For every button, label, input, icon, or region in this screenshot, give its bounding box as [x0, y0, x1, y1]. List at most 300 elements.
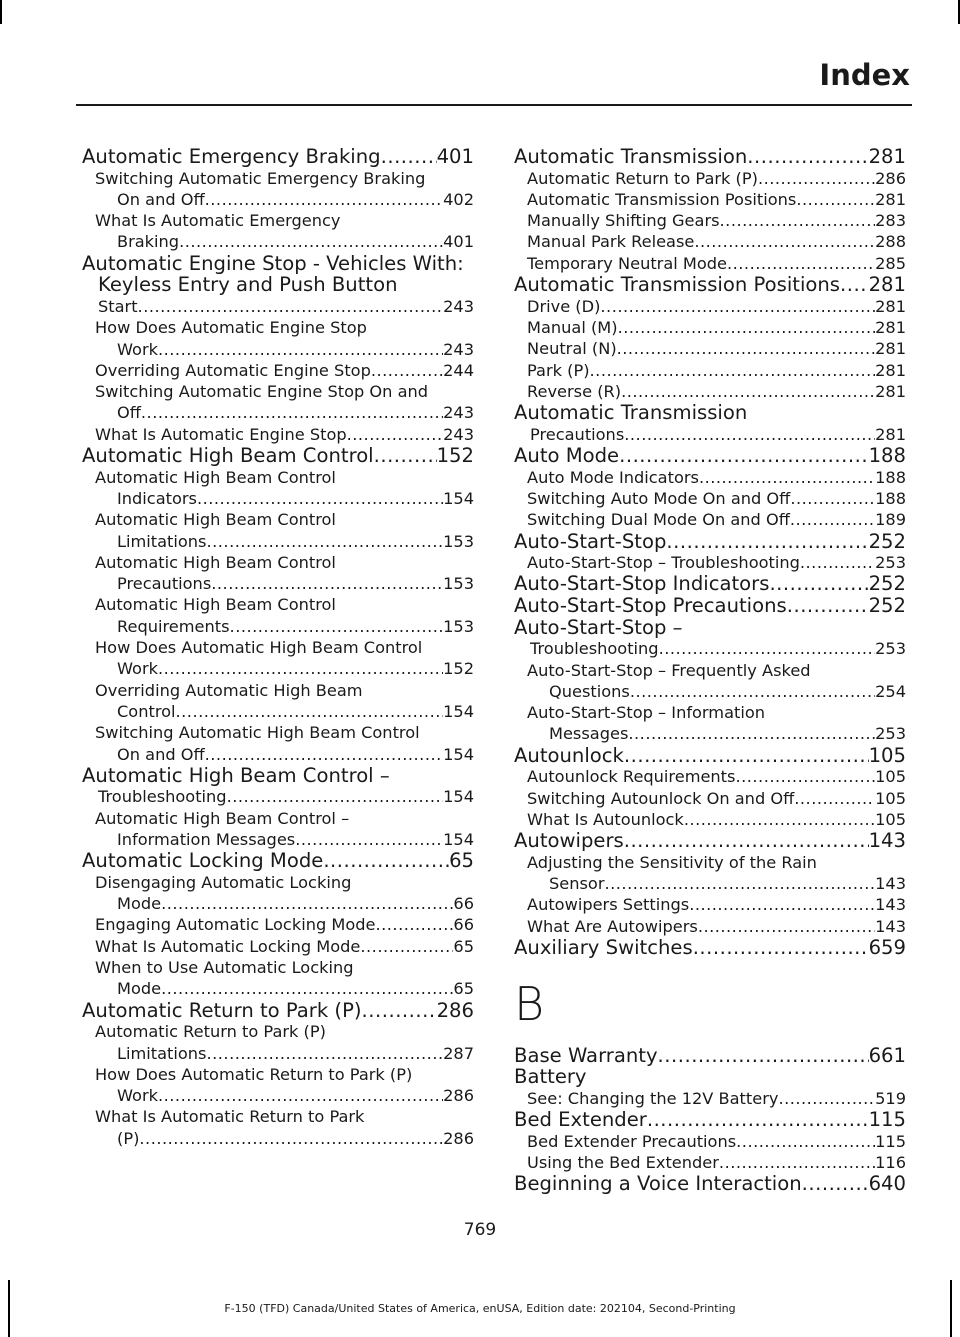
index-subentry: [514, 231, 906, 252]
entry-term-last-line: [82, 1043, 474, 1064]
dot-leader: [360, 936, 453, 957]
dot-leader: [374, 445, 437, 467]
entry-term-continued: Questions: [549, 681, 630, 701]
dot-leader: [605, 873, 876, 894]
entry-term: What Are Autowipers: [527, 916, 698, 936]
entry-term: Auto-Start-Stop: [514, 529, 667, 553]
entry-term: Temporary Neutral Mode: [527, 253, 727, 273]
entry-term: Park (P): [527, 360, 590, 380]
index-entry: [514, 274, 906, 296]
index-subentry: [514, 338, 906, 359]
entry-term-last-line: [82, 1128, 474, 1149]
entry-term: Switching Automatic Emergency Braking: [95, 168, 426, 188]
entry-term-continued: Off: [117, 403, 141, 423]
dot-leader: [698, 916, 875, 937]
dot-leader: [381, 146, 437, 168]
index-entry: [82, 146, 474, 168]
entry-term: Automatic Transmission Positions: [514, 273, 841, 297]
dot-leader: [138, 296, 444, 317]
dot-leader: [618, 317, 876, 338]
index-subentry: [82, 936, 474, 957]
entry-page-number: 243: [443, 403, 474, 423]
entry-term-continued: Work: [117, 659, 158, 679]
dot-leader: [747, 146, 868, 168]
entry-page-number: 281: [875, 296, 906, 316]
entry-term: Reverse (R): [527, 381, 622, 401]
dot-leader: [139, 1128, 443, 1149]
entry-term-last-line: [82, 573, 474, 594]
entry-page-number: 243: [443, 296, 474, 316]
entry-term-last-line: [514, 424, 906, 445]
index-entry: [514, 937, 906, 959]
dot-leader: [590, 360, 876, 381]
dot-leader: [735, 766, 875, 787]
dot-leader: [628, 723, 875, 744]
index-entry: [514, 830, 906, 852]
entry-page-number: 243: [443, 424, 474, 444]
index-subentry: [514, 253, 906, 274]
entry-term-continued: Troubleshooting: [530, 639, 659, 659]
index-subentry: [514, 766, 906, 787]
index-subentry: [82, 1021, 474, 1064]
entry-page-number: 254: [875, 681, 906, 701]
page-number: 769: [463, 1220, 497, 1240]
entry-term: Using the Bed Extender: [527, 1152, 719, 1172]
index-subentry: [82, 424, 474, 445]
entry-term: Autounlock: [514, 743, 624, 767]
dot-leader: [840, 274, 869, 296]
entry-term-continued: Sensor: [549, 874, 605, 894]
entry-page-number: 188: [875, 467, 906, 487]
dot-leader: [600, 296, 875, 317]
index-subentry: [514, 894, 906, 915]
entry-term-last-line: [82, 402, 474, 423]
entry-term: Automatic High Beam Control: [95, 595, 336, 615]
entry-term: Auto Mode Indicators: [527, 467, 699, 487]
index-entry: [82, 850, 474, 872]
dot-leader: [659, 638, 876, 659]
entry-term-continued: Limitations: [117, 1043, 207, 1063]
dot-leader: [693, 937, 869, 959]
entry-term-continued: Messages: [549, 724, 629, 744]
index-subentry: [514, 296, 906, 317]
entry-term-last-line: [82, 978, 474, 999]
dot-leader: [624, 830, 869, 852]
index-subentry: [82, 317, 474, 360]
entry-term-last-line: [82, 339, 474, 360]
index-subentry: [82, 594, 474, 637]
index-entry: [514, 402, 906, 445]
dot-leader: [699, 467, 875, 488]
index-entry: [514, 1066, 906, 1088]
entry-term: Autowipers: [514, 829, 624, 853]
index-entry: [514, 1109, 906, 1131]
dot-leader: [227, 786, 444, 807]
dot-leader: [323, 850, 449, 872]
dot-leader: [720, 210, 876, 231]
header-rule: [76, 104, 912, 106]
entry-term-last-line: [82, 829, 474, 850]
index-subentry: [514, 467, 906, 488]
crop-mark-top-left: [0, 0, 2, 24]
index-subentry: [82, 360, 474, 381]
entry-term-continued: Requirements: [117, 616, 230, 636]
entry-term-continued: Start: [98, 296, 138, 316]
entry-term-continued: On and Off: [117, 744, 205, 764]
dot-leader: [778, 1088, 875, 1109]
entry-page-number: 115: [875, 1131, 906, 1151]
entry-term: Adjusting the Sensitivity of the Rain: [527, 852, 817, 872]
dot-leader: [362, 1000, 437, 1022]
entry-term: Automatic Return to Park (P): [82, 998, 362, 1022]
entry-page-number: 253: [875, 724, 906, 744]
entry-page-number: 253: [875, 639, 906, 659]
dot-leader: [295, 829, 443, 850]
entry-term-continued: Braking: [117, 232, 180, 252]
entry-page-number: 188: [875, 488, 906, 508]
entry-page-number: 105: [875, 767, 906, 787]
entry-term: Auto Mode: [514, 444, 620, 468]
dot-leader: [371, 360, 443, 381]
entry-page-number: 281: [875, 360, 906, 380]
index-entry: [514, 573, 906, 595]
index-entry: [514, 617, 906, 660]
entry-term: Overriding Automatic Engine Stop: [95, 360, 371, 380]
entry-page-number: 281: [875, 317, 906, 337]
index-subentry: [514, 552, 906, 573]
index-subentry: [514, 702, 906, 745]
entry-page-number: 253: [875, 553, 906, 573]
dot-leader: [158, 1085, 443, 1106]
dot-leader: [211, 573, 443, 594]
entry-page-number: 65: [453, 979, 474, 999]
index-subentry: [514, 317, 906, 338]
index-subentry: [82, 1106, 474, 1149]
entry-term: Base Warranty: [514, 1043, 658, 1067]
dot-leader: [630, 681, 875, 702]
dot-leader: [621, 381, 875, 402]
index-subentry: [514, 189, 906, 210]
index-column-left: [82, 146, 474, 1149]
entry-page-number: 286: [443, 1128, 474, 1148]
index-entry: [514, 146, 906, 168]
entry-page-number: 244: [443, 360, 474, 380]
dot-leader: [796, 189, 875, 210]
index-subentry: [514, 488, 906, 509]
index-subentry: [514, 1088, 906, 1109]
entry-term: Overriding Automatic High Beam: [95, 680, 363, 700]
entry-term: How Does Automatic Return to Park (P): [95, 1064, 413, 1084]
dot-leader: [207, 1043, 444, 1064]
index-entry: [514, 745, 906, 767]
entry-term: Auto-Start-Stop Precautions: [514, 594, 787, 618]
entry-term: Manually Shifting Gears: [527, 211, 720, 231]
dot-leader: [658, 1045, 869, 1067]
entry-term-last-line: [82, 616, 474, 637]
entry-term-continued: Information Messages: [117, 829, 296, 849]
entry-term: Auto-Start-Stop –: [514, 615, 683, 639]
entry-term-last-line: [82, 893, 474, 914]
index-subentry: [514, 1131, 906, 1152]
dot-leader: [179, 231, 443, 252]
dot-leader: [719, 1152, 875, 1173]
entry-term: Switching Autounlock On and Off: [527, 788, 795, 808]
entry-term: Automatic High Beam Control: [95, 552, 336, 572]
index-subentry: [514, 360, 906, 381]
dot-leader: [787, 595, 869, 617]
entry-term: Drive (D): [527, 296, 601, 316]
index-subentry: [82, 637, 474, 680]
index-subentry: [82, 552, 474, 595]
entry-page-number: 286: [875, 168, 906, 188]
entry-term-last-line: [82, 189, 474, 210]
entry-term-last-line: [514, 723, 906, 744]
index-subentry: [514, 852, 906, 895]
entry-term: What Is Autounlock: [527, 809, 684, 829]
dot-leader: [207, 531, 444, 552]
dot-leader: [205, 189, 443, 210]
entry-page-number: 154: [443, 488, 474, 508]
dot-leader: [647, 1109, 869, 1131]
entry-term: Automatic Locking Mode: [82, 849, 324, 873]
index-subentry: [82, 509, 474, 552]
index-subentry: [82, 808, 474, 851]
entry-term: Autounlock Requirements: [527, 767, 736, 787]
entry-page-number: 252: [868, 572, 906, 596]
dot-leader: [689, 894, 875, 915]
entry-term-continued: Work: [117, 339, 158, 359]
page-title: Index: [819, 58, 910, 92]
entry-term-last-line: [82, 488, 474, 509]
entry-page-number: 143: [875, 874, 906, 894]
dot-leader: [794, 788, 875, 809]
entry-term: Switching Automatic Engine Stop On and: [95, 382, 429, 402]
index-subentry: [82, 381, 474, 424]
entry-page-number: 401: [436, 145, 474, 168]
dot-leader: [158, 339, 443, 360]
entry-term-last-line: [82, 786, 474, 807]
entry-term-continued: Keyless Entry and Push Button: [98, 273, 398, 297]
entry-term: Automatic Transmission Positions: [527, 189, 797, 209]
dot-leader: [800, 552, 875, 573]
entry-term: Automatic Transmission: [514, 145, 748, 168]
dot-leader: [376, 914, 454, 935]
index-subentry: [514, 788, 906, 809]
entry-page-number: 143: [868, 829, 906, 853]
entry-term: Automatic Emergency Braking: [82, 145, 381, 168]
entry-page-number: 189: [875, 510, 906, 530]
entry-term: Automatic Engine Stop - Vehicles With:: [82, 251, 464, 275]
entry-page-number: 281: [875, 339, 906, 359]
entry-term: Bed Extender: [514, 1108, 647, 1132]
entry-term-continued: Precautions: [117, 574, 212, 594]
dot-leader: [758, 168, 875, 189]
entry-term-continued: Troubleshooting: [98, 787, 227, 807]
entry-term-continued: Control: [117, 701, 176, 721]
index-entry: [82, 445, 474, 467]
entry-term: Manual (M): [527, 317, 618, 337]
entry-page-number: 283: [875, 211, 906, 231]
index-subentry: [82, 1064, 474, 1107]
entry-page-number: 116: [875, 1152, 906, 1172]
dot-leader: [141, 402, 443, 423]
entry-page-number: 154: [443, 701, 474, 721]
entry-term: Auto-Start-Stop – Troubleshooting: [527, 553, 800, 573]
entry-term: What Is Automatic Emergency: [95, 211, 341, 231]
entry-term: Auxiliary Switches: [514, 935, 693, 959]
entry-term: What Is Automatic Engine Stop: [95, 424, 347, 444]
entry-term-continued: (P): [117, 1128, 140, 1148]
entry-term-last-line: [82, 658, 474, 679]
dot-leader: [684, 809, 875, 830]
dot-leader: [158, 658, 443, 679]
entry-term: Autowipers Settings: [527, 895, 690, 915]
index-subentry: [82, 914, 474, 935]
entry-term: What Is Automatic Return to Park: [95, 1107, 365, 1127]
index-subentry: [514, 509, 906, 530]
entry-term: Auto-Start-Stop – Frequently Asked: [527, 660, 811, 680]
entry-term: Auto-Start-Stop – Information: [527, 703, 765, 723]
dot-leader: [347, 424, 443, 445]
entry-page-number: 143: [875, 916, 906, 936]
entry-page-number: 281: [875, 189, 906, 209]
index-subentry: [514, 916, 906, 937]
index-subentry: [82, 210, 474, 253]
dot-leader: [666, 531, 868, 553]
index-entry: [82, 1000, 474, 1022]
entry-page-number: 402: [443, 189, 474, 209]
entry-term: When to Use Automatic Locking: [95, 958, 354, 978]
entry-page-number: 153: [443, 616, 474, 636]
entry-term: Bed Extender Precautions: [527, 1131, 737, 1151]
entry-term: Automatic High Beam Control: [95, 467, 336, 487]
entry-term: How Does Automatic Engine Stop: [95, 318, 367, 338]
entry-page-number: 659: [868, 935, 906, 959]
entry-term-last-line: [82, 231, 474, 252]
dot-leader: [694, 231, 875, 252]
index-subentry: [82, 957, 474, 1000]
index-entry: [514, 1173, 906, 1195]
dot-leader: [161, 893, 453, 914]
entry-page-number: 286: [443, 1086, 474, 1106]
entry-page-number: 65: [453, 936, 474, 956]
entry-term: Automatic Return to Park (P): [95, 1022, 326, 1042]
entry-term: Disengaging Automatic Locking: [95, 872, 352, 892]
entry-term: Automatic Transmission: [514, 401, 748, 425]
entry-term: Automatic High Beam Control: [95, 510, 336, 530]
entry-term: Switching Automatic High Beam Control: [95, 723, 420, 743]
entry-page-number: 286: [436, 998, 474, 1022]
index-subentry: [514, 660, 906, 703]
entry-page-number: 154: [443, 829, 474, 849]
entry-page-number: 252: [868, 529, 906, 553]
entry-page-number: 105: [875, 809, 906, 829]
index-entry: [82, 765, 474, 808]
entry-term: Switching Dual Mode On and Off: [527, 510, 790, 530]
entry-page-number: 115: [868, 1108, 906, 1132]
entry-page-number: 152: [443, 659, 474, 679]
index-subentry: [514, 1152, 906, 1173]
entry-term-last-line: [82, 701, 474, 722]
entry-page-number: 143: [875, 895, 906, 915]
entry-term-last-line: [82, 744, 474, 765]
entry-term-continued: Mode: [117, 979, 162, 999]
entry-page-number: 66: [453, 915, 474, 935]
entry-term: Beginning a Voice Interaction: [514, 1172, 802, 1196]
entry-page-number: 288: [875, 232, 906, 252]
entry-term-continued: Precautions: [530, 424, 625, 444]
entry-term: Automatic High Beam Control –: [95, 808, 350, 828]
entry-page-number: 287: [443, 1043, 474, 1063]
index-subentry: [514, 809, 906, 830]
index-subentry: [514, 210, 906, 231]
entry-page-number: 153: [443, 531, 474, 551]
index-entry: [514, 445, 906, 467]
dot-leader: [205, 744, 443, 765]
entry-term: Automatic High Beam Control: [82, 444, 374, 468]
dot-leader: [161, 978, 453, 999]
dot-leader: [790, 488, 875, 509]
index-entry: [82, 253, 474, 317]
dot-leader: [736, 1131, 875, 1152]
entry-term: Neutral (N): [527, 339, 617, 359]
entry-term-last-line: [82, 531, 474, 552]
entry-term: Automatic High Beam Control –: [82, 763, 390, 787]
entry-term: See: Changing the 12V Battery: [527, 1088, 779, 1108]
index-column-right: [514, 146, 906, 1195]
entry-term-continued: Mode: [117, 894, 162, 914]
entry-page-number: 519: [875, 1088, 906, 1108]
dot-leader: [790, 509, 875, 530]
entry-page-number: 152: [436, 444, 474, 468]
entry-page-number: 281: [868, 273, 906, 297]
entry-term-continued: Limitations: [117, 531, 207, 551]
index-entry: [514, 1045, 906, 1067]
entry-term: Manual Park Release: [527, 232, 695, 252]
index-letter-heading: B: [514, 976, 545, 1031]
entry-page-number: 65: [449, 849, 474, 873]
index-subentry: [514, 168, 906, 189]
entry-page-number: 252: [868, 594, 906, 618]
dot-leader: [802, 1173, 869, 1195]
dot-leader: [727, 253, 875, 274]
entry-term-last-line: [82, 1085, 474, 1106]
dot-leader: [197, 488, 443, 509]
entry-page-number: 281: [868, 145, 906, 168]
entry-term: What Is Automatic Locking Mode: [95, 936, 361, 956]
entry-page-number: 281: [875, 381, 906, 401]
entry-page-number: 661: [868, 1043, 906, 1067]
index-subentry: [514, 381, 906, 402]
entry-term: Engaging Automatic Locking Mode: [95, 915, 376, 935]
entry-page-number: 188: [868, 444, 906, 468]
entry-term: Switching Auto Mode On and Off: [527, 488, 791, 508]
entry-term-last-line: [82, 296, 474, 317]
entry-term-continued: On and Off: [117, 189, 205, 209]
entry-term-last-line: [514, 681, 906, 702]
index-subentry: [82, 872, 474, 915]
index-subentry: [82, 467, 474, 510]
entry-page-number: 243: [443, 339, 474, 359]
dot-leader: [769, 573, 868, 595]
entry-page-number: 640: [868, 1172, 906, 1196]
entry-page-number: 154: [443, 787, 474, 807]
entry-term: How Does Automatic High Beam Control: [95, 638, 423, 658]
index-subentry: [82, 722, 474, 765]
entry-page-number: 154: [443, 744, 474, 764]
entry-page-number: 401: [443, 232, 474, 252]
dot-leader: [230, 616, 444, 637]
